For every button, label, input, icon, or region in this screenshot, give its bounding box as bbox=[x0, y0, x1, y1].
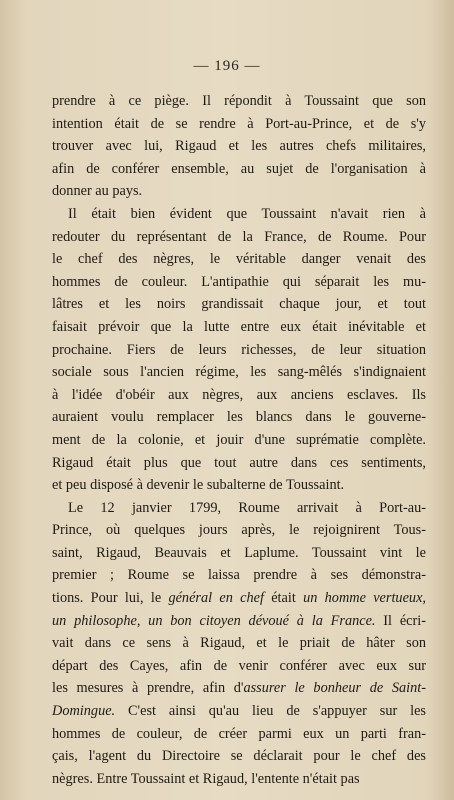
text-line: Domingue. C'est ainsi qu'au lieu de s'appuyer sur les bbox=[52, 703, 426, 720]
text-line: vait dans ce sens à Rigaud, et le priait de hâter son bbox=[52, 635, 426, 652]
paragraph bbox=[52, 90, 426, 203]
paragraph bbox=[52, 497, 426, 791]
text-line: premier ; Roume se laissa prendre à ses démonstra- bbox=[52, 567, 426, 584]
text-line: lâtres et les noirs grandissait chaque jour, et tout bbox=[52, 296, 426, 313]
paragraph bbox=[52, 203, 426, 497]
text-line: intention était de se rendre à Port-au-Prince, et de s'y bbox=[52, 115, 426, 132]
text-line: çais, l'agent du Directoire se déclarait pour le chef des bbox=[52, 748, 426, 765]
text-line: trouver avec lui, Rigaud et les autres chefs militaires, bbox=[52, 138, 426, 155]
text-line: redouter du représentant de la France, de Roume. Pour bbox=[52, 228, 426, 245]
body-text bbox=[52, 90, 426, 790]
text-line: ment de la colonie, et jouir d'une suprématie complète. bbox=[52, 431, 426, 448]
text-line: Prince, où quelques jours après, le rejoignirent Tous- bbox=[52, 522, 426, 539]
text-line: tions. Pour lui, le général en chef était un homme vertueux, bbox=[52, 590, 426, 607]
text-line: prochaine. Fiers de leurs richesses, de leur situation bbox=[52, 341, 426, 358]
page-number: — 196 — bbox=[193, 58, 261, 74]
text-line: Le 12 janvier 1799, Roume arrivait à Port-au- bbox=[68, 499, 426, 516]
text-line: donner au pays. bbox=[52, 183, 143, 200]
text-line: Il était bien évident que Toussaint n'avait rien à bbox=[68, 205, 426, 222]
text-line: prendre à ce piège. Il répondit à Toussaint que son bbox=[52, 93, 426, 109]
text-line: hommes de couleur. L'antipathie qui séparait les mu- bbox=[52, 273, 426, 290]
text-line: le chef des nègres, le véritable danger venait des bbox=[52, 251, 426, 268]
text-line: afin de conférer ensemble, au sujet de l'organisation à bbox=[52, 160, 426, 177]
text-line: saint, Rigaud, Beauvais et Laplume. Toussaint vint le bbox=[52, 544, 426, 561]
text-line: les mesures à prendre, afin d'assurer le bonheur de Saint- bbox=[52, 680, 426, 697]
text-line: sociale sous l'ancien régime, les sang-mêlés s'indignaient bbox=[52, 364, 426, 381]
text-line: un philosophe, un bon citoyen dévoué à la France. Il écri- bbox=[52, 612, 426, 629]
text-line: à l'idée d'obéir aux nègres, aux anciens esclaves. Ils bbox=[52, 386, 426, 403]
text-line: faisait prévoir que la lutte entre eux était inévitable et bbox=[52, 318, 426, 335]
text-line: Rigaud était plus que tout autre dans ces sentiments, bbox=[52, 454, 426, 471]
text-line: auraient voulu remplacer les blancs dans le gouverne- bbox=[52, 409, 426, 426]
text-line: et peu disposé à devenir le subalterne de Toussaint. bbox=[52, 477, 345, 494]
text-line: départ des Cayes, afin de venir conférer avec eux sur bbox=[52, 657, 426, 674]
text-line: nègres. Entre Toussaint et Rigaud, l'entente n'était pas bbox=[52, 770, 360, 787]
text-line: hommes de couleur, de créer parmi eux un parti fran- bbox=[52, 725, 426, 742]
